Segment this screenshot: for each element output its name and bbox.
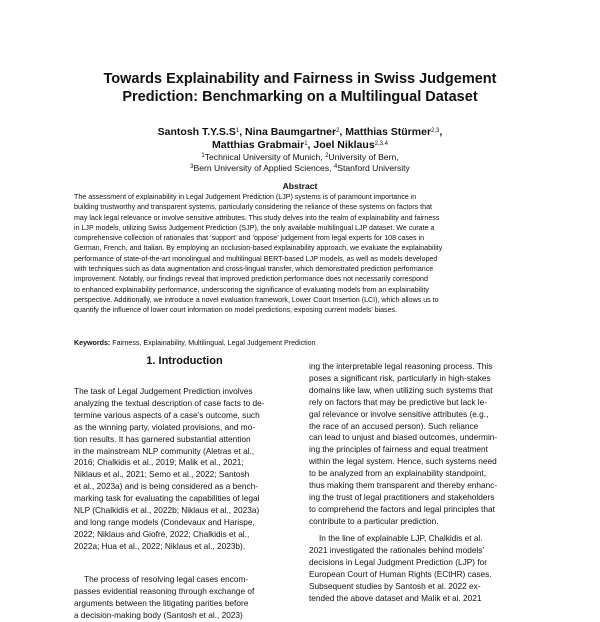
author-name: Nina Baumgartner: [245, 126, 337, 138]
body-line: 2021 investigated the rationales behind models’: [309, 544, 485, 555]
affiliation: University of Bern,: [328, 152, 399, 162]
abstract-line: may lack legal relevance or involve sensitive attributes. This study delves into the realm of explainability and fairness: [74, 213, 440, 222]
author-affil-mark: 2,3,4: [374, 141, 389, 147]
abstract-line: perspective. Additionally, we introduce a novel evaluation framework, Lower Court Insertion (LCI), which allows us to: [74, 295, 439, 304]
abstract-line: German, French, and Italian. By employing an occlusion-based explainability approach, we evaluate the explainability: [74, 244, 443, 253]
right-column-para-2: [309, 533, 533, 604]
author-name: Joel Niklaus: [313, 139, 375, 151]
body-line: In the line of explainable LJP, Chalkidis et al.: [319, 533, 483, 543]
author-affil-mark: 1: [304, 141, 308, 147]
author-affil-mark: 1: [235, 128, 240, 134]
body-line: poses a significant risk, particularly in high-stakes: [309, 372, 491, 383]
body-line: NLP (Chalkidis et al., 2022b; Niklaus et al., 2023a): [74, 505, 260, 516]
abstract-line: building trustworthy and transparent systems, particularly considering the reliance of these systems on factors that: [74, 203, 433, 212]
abstract-line: with techniques such as data augmentation and cross-lingual transfer, which demonstrated prediction performance: [74, 265, 434, 274]
title-line: Towards Explainability and Fairness in Swiss Judgement: [103, 71, 497, 87]
title-line: Prediction: Benchmarking on a Multilingual Dataset: [122, 89, 478, 105]
abstract-line: in LJP models, utilizing Swiss Judgement Prediction (SJP), the only available multilingual LJP dataset. We curate a: [74, 223, 435, 232]
abstract-line: The assessment of explainability in Legal Judgement Prediction (LJP) systems is of paramount importance in: [74, 193, 417, 201]
body-line: tended the above dataset and Malik et al. 2021: [309, 592, 482, 603]
body-line: the race of an accused person). Such reliance: [309, 420, 479, 431]
body-line: contribute to a particular prediction.: [309, 515, 439, 526]
body-line: a decision-making body (Santosh et al., 2023): [74, 609, 243, 620]
right-column-para-1: [309, 361, 533, 528]
body-line: as the winning party, violated provisions, and mo-: [74, 421, 256, 432]
affil-mark: 4: [333, 164, 338, 170]
left-column-para-2: [74, 574, 295, 622]
author-list: [60, 126, 540, 152]
body-line: termine various aspects of a case’s outcome, such: [74, 409, 260, 420]
abstract-line: comprehensive collection of rationales that ‘support’ and ‘oppose’ judgement from legal experts for 108 cases in: [74, 234, 425, 243]
body-line: ing the principles of fairness and equal treatment: [309, 444, 488, 455]
body-line: tion results. It has garnered substantial attention: [74, 433, 251, 444]
abstract-line: to enhanced explainability performance, underscoring the significance of evaluating models from an explainability: [74, 285, 429, 294]
body-line: marking task for evaluating the capabilities of legal: [74, 493, 260, 504]
abstract-heading: Abstract: [282, 181, 318, 191]
body-line: ing the trust of legal practitioners and stakeholders: [309, 491, 495, 502]
body-line: arguments between the litigating parities before: [74, 597, 249, 608]
body-line: and long range models (Condevaux and Harispe,: [74, 516, 255, 527]
author-line: Matthias Grabmair$^1$, Joel Niklaus$^{2,3,4}$: [211, 139, 389, 151]
abstract-line: improvement. Notably, our findings reveal that improved prediction performance does not necessarily correspond: [74, 275, 428, 284]
abstract-line: quantify the influence of lower court information on model predictions, exposing current models’ biases.: [74, 306, 398, 315]
body-line: Niklaus et al., 2021; Semo et al., 2022; Santosh: [74, 469, 250, 480]
body-line: analyzing the textual description of case facts to de-: [74, 397, 265, 408]
body-line: 2022a; Hua et al., 2022; Niklaus et al., 2023b).: [74, 540, 246, 551]
body-line: domains like law, when utilizing such systems that: [309, 384, 493, 395]
body-line: Subsequent studies by Santosh et al. 2022 ex-: [309, 580, 481, 591]
author-line: Santosh $T.Y.S.S^1$, Nina Baumgartner$^2$, Matthias Stürmer$^{2,3}$,: [157, 126, 443, 138]
abstract-line: performance of state-of-the-art monolingual and multilingual BERT-based LJP models, as well as models developed: [74, 254, 438, 263]
body-line: decisions in Legal Judgment Prediction (LJP) for: [309, 556, 488, 567]
left-column-para-1: [74, 386, 295, 553]
affiliations: [60, 152, 540, 174]
body-line: European Court of Human Rights (ECtHR) cases.: [309, 568, 492, 579]
body-line: can lead to unjust and biased outcomes, undermin-: [309, 432, 498, 443]
body-line: rely on factors that may be predictive but lack le-: [309, 396, 488, 407]
body-line: within the legal system. Hence, such systems need: [309, 456, 497, 467]
affiliation-line: [60, 152, 540, 163]
keywords-text: Fairness, Explainability, Multilingual, Legal Judgement Prediction: [110, 339, 316, 347]
author-affil-mark: 2,3: [431, 128, 440, 134]
body-line: 2016; Chalkidis et al., 2019; Malik et al., 2021;: [74, 457, 244, 468]
body-line: The process of resolving legal cases encom-: [84, 574, 249, 584]
body-line: thus making them transparent and thereby enhanc-: [309, 480, 498, 491]
body-line: to be analyzed from an explainability standpoint,: [309, 468, 487, 479]
section-heading: 1. Introduction: [146, 355, 223, 367]
paper-title: [60, 70, 540, 106]
author-name: Matthias Grabmair: [211, 139, 305, 151]
body-line: The task of Legal Judgement Prediction involves: [74, 386, 253, 396]
body-line: et al., 2023a) and is being considered as a bench-: [74, 481, 259, 492]
author-name: Matthias Stürmer: [345, 126, 432, 138]
affiliation: Stanford University: [337, 163, 410, 173]
affil-mark: 3: [190, 164, 194, 170]
author-affil-mark: 2: [336, 128, 340, 134]
abstract-body: [74, 192, 526, 316]
body-line: 2022; Niklaus and Giofré, 2022; Chalkidis et al.,: [74, 528, 250, 539]
affiliation: Bern University of Applied Sciences,: [193, 163, 334, 173]
keywords: [74, 338, 526, 348]
keywords-label: Keywords:: [74, 339, 111, 347]
body-line: passes evidential reasoning through exchange of: [74, 585, 255, 596]
affiliation: Technical University of Munich,: [204, 152, 326, 162]
author-name: Santosh T.Y.S.S: [157, 126, 236, 138]
affil-mark: 1: [201, 153, 205, 159]
affiliation-line: [60, 163, 540, 174]
affil-mark: 2: [325, 153, 329, 159]
body-line: in the mainstream NLP community (Aletras et al.,: [74, 445, 255, 456]
body-line: to comprehend the factors and legal principles that: [309, 503, 495, 514]
body-line: ing the interpretable legal reasoning process. This: [309, 361, 493, 371]
body-line: gal relevance or involve sensitive attributes (e.g.,: [309, 408, 489, 419]
